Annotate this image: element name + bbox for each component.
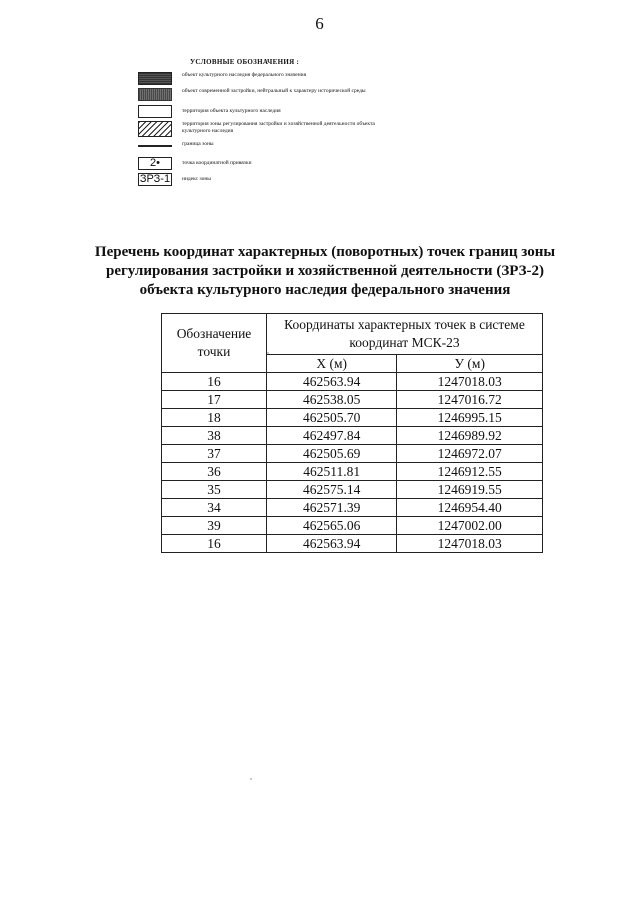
legend-swatch (138, 105, 172, 118)
cell-x: 462563.94 (267, 373, 397, 391)
cell-point: 16 (162, 535, 267, 553)
coordinates-table (161, 313, 543, 553)
document-heading: Перечень координат характерных (поворотных) точек границ зоны регулирования застройки и хозяйственной деятельности (ЗРЗ-2) объекта культурного наследия федерального значения (94, 244, 556, 298)
cell-x: 462538.05 (267, 391, 397, 409)
legend-label: точка координатной привязки (182, 160, 252, 166)
cell-x: 462511.81 (267, 463, 397, 481)
scan-speck (267, 352, 269, 354)
legend-swatch (138, 121, 172, 137)
cell-y: 1247016.72 (397, 391, 543, 409)
cell-point: 35 (162, 481, 267, 499)
cell-x: 462505.69 (267, 445, 397, 463)
legend-swatch: ЗРЗ-1 (139, 173, 171, 185)
page-number: 6 (315, 14, 324, 33)
cell-point: 34 (162, 499, 267, 517)
legend-item-zone-boundary (138, 139, 388, 153)
legend-title: УСЛОВНЫЕ ОБОЗНАЧЕНИЯ : (190, 58, 300, 66)
table-row (162, 445, 543, 463)
legend-label: граница зоны (182, 141, 214, 147)
legend-label: индекс зоны (182, 176, 212, 182)
legend-label: территория зоны регулирования застройки и хозяйственной деятельности объекта культурного наследия (182, 121, 375, 134)
legend-label: объект современной застройки, нейтральный к характеру исторической среды (182, 88, 366, 94)
cell-x: 462571.39 (267, 499, 397, 517)
cell-x: 462575.14 (267, 481, 397, 499)
cell-point: 18 (162, 409, 267, 427)
table-row (162, 391, 543, 409)
table-row (162, 427, 543, 445)
scan-speck (250, 778, 252, 780)
cell-x: 462565.06 (267, 517, 397, 535)
cell-y: 1247018.03 (397, 373, 543, 391)
cell-y: 1246995.15 (397, 409, 543, 427)
cell-y: 1247002.00 (397, 517, 543, 535)
legend-item-modern-building (138, 88, 388, 102)
table-row (162, 481, 543, 499)
cell-point: 37 (162, 445, 267, 463)
cell-y: 1246954.40 (397, 499, 543, 517)
header-y: У (м) (397, 355, 543, 373)
legend-item-reference-point (138, 157, 388, 171)
cell-point: 16 (162, 373, 267, 391)
legend-swatch (138, 72, 172, 85)
table-row (162, 535, 543, 553)
table-row (162, 517, 543, 535)
cell-x: 462563.94 (267, 535, 397, 553)
cell-x: 462497.84 (267, 427, 397, 445)
legend-swatch: 2• (138, 157, 172, 170)
cell-point: 17 (162, 391, 267, 409)
legend-label: объект культурного наследия федерального значения (182, 72, 307, 78)
cell-point: 39 (162, 517, 267, 535)
header-coordinates-group: Координаты характерных точек в системе координат МСК-23 (267, 314, 543, 355)
cell-y: 1246972.07 (397, 445, 543, 463)
legend-item-zone-index (138, 173, 388, 187)
cell-y: 1246919.55 (397, 481, 543, 499)
header-x: Х (м) (267, 355, 397, 373)
cell-x: 462505.70 (267, 409, 397, 427)
cell-y: 1246912.55 (397, 463, 543, 481)
cell-y: 1247018.03 (397, 535, 543, 553)
header-point: Обозначение точки (162, 314, 267, 373)
table-row (162, 373, 543, 391)
cell-y: 1246989.92 (397, 427, 543, 445)
table-row (162, 499, 543, 517)
cell-point: 36 (162, 463, 267, 481)
legend-swatch (138, 88, 172, 101)
cell-point: 38 (162, 427, 267, 445)
legend-item-federal-heritage (138, 72, 388, 86)
legend-label: территория объекта культурного наследия (182, 108, 281, 114)
table-row (162, 409, 543, 427)
legend-item-heritage-territory (138, 105, 388, 119)
legend-item-regulation-zone (138, 121, 388, 135)
table-row (162, 463, 543, 481)
legend-swatch (138, 139, 172, 152)
